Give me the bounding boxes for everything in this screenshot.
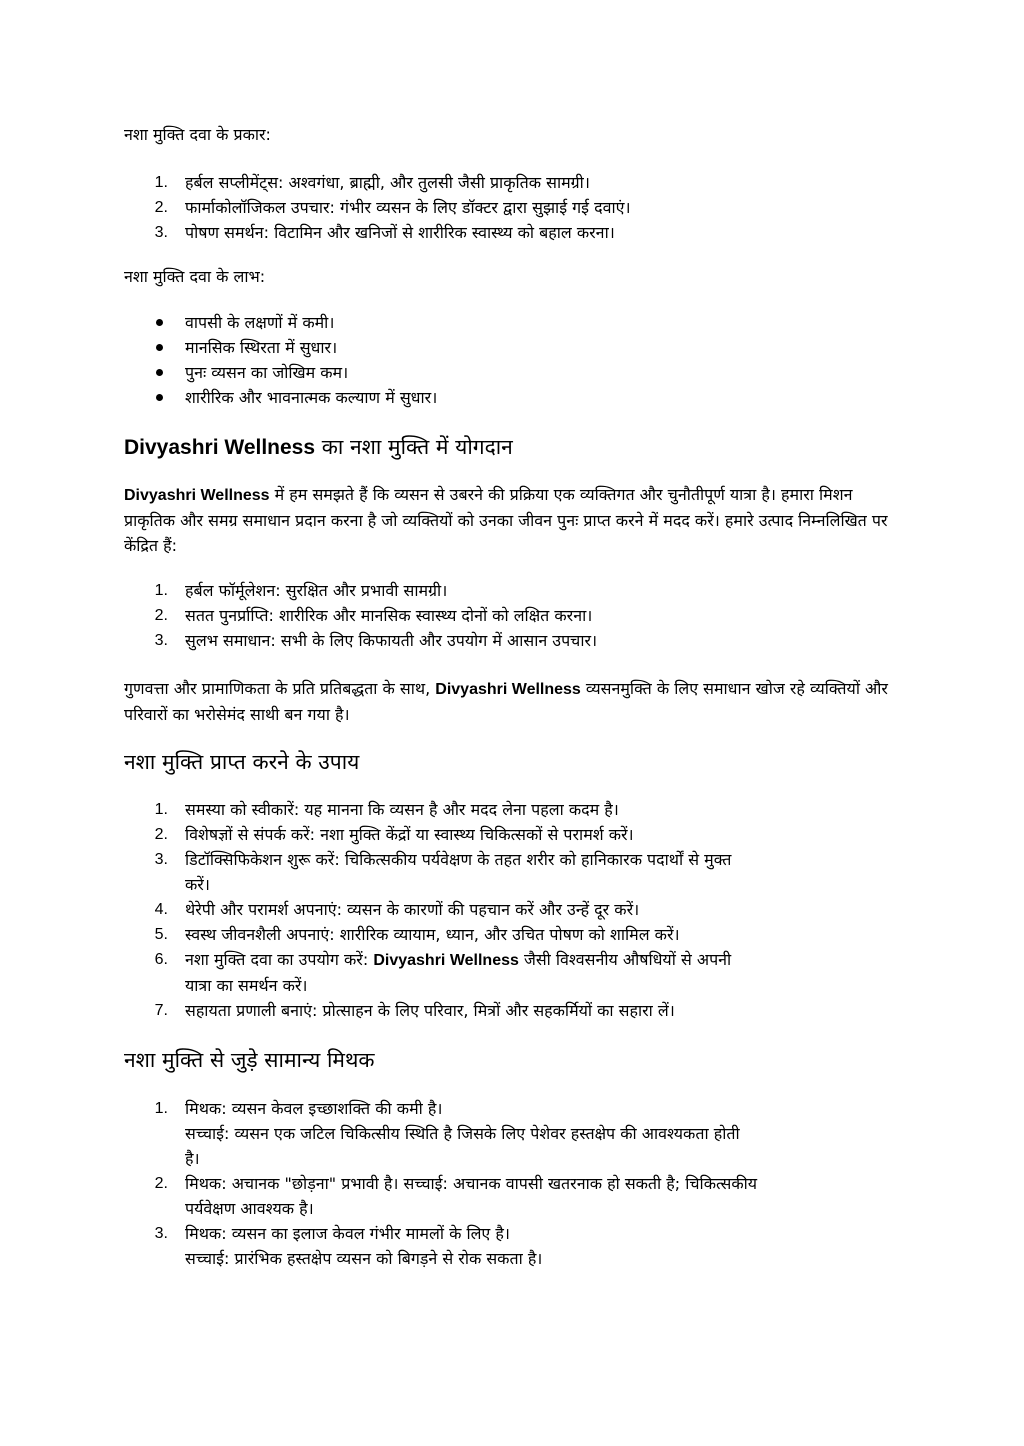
item-text: मानसिक स्थिरता में सुधार। <box>185 338 338 357</box>
list-item <box>124 603 904 628</box>
list-item <box>124 1096 904 1171</box>
item-text-continued: करें। <box>185 875 210 894</box>
item-label: फार्माकोलॉजिकल उपचार: <box>185 198 335 217</box>
list-number: 1. <box>154 582 168 599</box>
brand-name: Divyashri Wellness <box>124 487 270 504</box>
item-text: पुनः व्यसन का जोखिम कम। <box>185 363 349 382</box>
item-text: शारीरिक व्यायाम, ध्यान, और उचित पोषण को शामिल करें। <box>334 925 680 944</box>
list-number: 1. <box>154 174 168 191</box>
list-item <box>124 847 904 897</box>
item-label: थेरेपी और परामर्श अपनाएं: <box>185 900 342 919</box>
list-item <box>124 310 904 335</box>
item-text: शारीरिक और भावनात्मक कल्याण में सुधार। <box>185 388 438 407</box>
list-item <box>124 1221 904 1271</box>
item-label: नशा मुक्ति दवा का उपयोग करें: <box>185 950 369 969</box>
contribution-list <box>124 578 904 653</box>
bullet-icon <box>156 319 163 326</box>
fact-text-continued: पर्यवेक्षण आवश्यक है। <box>185 1199 314 1218</box>
fact-text: सच्चाई: प्रारंभिक हस्तक्षेप व्यसन को बिगड़ने से रोक सकता है। <box>185 1249 543 1268</box>
list-item <box>124 195 904 220</box>
list-item <box>124 360 904 385</box>
types-list <box>124 170 904 245</box>
myth-text: मिथक: व्यसन का इलाज केवल गंभीर मामलों के लिए है। <box>185 1224 510 1243</box>
bullet-icon <box>156 394 163 401</box>
heading-text: का नशा मुक्ति में योगदान <box>315 435 513 459</box>
types-heading: नशा मुक्ति दवा के प्रकार: <box>124 125 271 144</box>
benefits-list <box>124 310 904 410</box>
item-label: हर्बल सप्लीमेंट्स: <box>185 173 284 192</box>
fact-text: सच्चाई: व्यसन एक जटिल चिकित्सीय स्थिति है जिसके लिए पेशेवर हस्तक्षेप की आवश्यकता होती <box>185 1124 740 1143</box>
item-text: जैसी विश्वसनीय औषधियों से अपनी <box>518 950 732 969</box>
list-item <box>124 998 904 1023</box>
item-text: विटामिन और खनिजों से शारीरिक स्वास्थ्य को बहाल करना। <box>269 223 615 242</box>
contribution-heading <box>124 432 904 463</box>
myths-heading: नशा मुक्ति से जुड़े सामान्य मिथक <box>124 1048 375 1072</box>
steps-heading: नशा मुक्ति प्राप्त करने के उपाय <box>124 750 360 774</box>
item-text: वापसी के लक्षणों में कमी। <box>185 313 335 332</box>
item-label: सहायता प्रणाली बनाएं: <box>185 1001 318 1020</box>
list-item <box>124 170 904 195</box>
item-text: गंभीर व्यसन के लिए डॉक्टर द्वारा सुझाई गई दवाएं। <box>334 198 631 217</box>
bullet-icon <box>156 369 163 376</box>
list-number: 6. <box>154 951 168 968</box>
list-item <box>124 897 904 922</box>
list-item <box>124 822 904 847</box>
item-text: अश्वगंधा, ब्राह्मी, और तुलसी जैसी प्राकृतिक सामग्री। <box>283 173 590 192</box>
bullet-icon <box>156 344 163 351</box>
item-text: प्रोत्साहन के लिए परिवार, मित्रों और सहकर्मियों का सहारा लें। <box>317 1001 675 1020</box>
list-item <box>124 1171 904 1221</box>
paragraph-text: गुणवत्ता और प्रामाणिकता के प्रति प्रतिबद्धता के साथ, <box>124 679 436 698</box>
list-number: 3. <box>154 1225 168 1242</box>
list-number: 3. <box>154 224 168 241</box>
list-item <box>124 578 904 603</box>
brand-name: Divyashri Wellness <box>373 952 519 969</box>
fact-text-continued: है। <box>185 1149 200 1168</box>
list-number: 3. <box>154 851 168 868</box>
list-number: 2. <box>154 199 168 216</box>
myths-list <box>124 1096 904 1271</box>
paragraph-text: में हम समझते हैं कि व्यसन से उबरने की प्रक्रिया एक व्यक्तिगत और चुनौतीपूर्ण यात्रा है। हमारा मिशन प्राकृतिक और समग्र समाधान प्रदान करना है जो व्यक्तियों को उनका जीवन पुनः प्राप्त करने में मदद करें। हमारे उत्पाद निम्नलिखित पर केंद्रित हैं: <box>124 485 888 555</box>
item-text: नशा मुक्ति केंद्रों या स्वास्थ्य चिकित्सकों से परामर्श करें। <box>315 825 634 844</box>
item-label: पोषण समर्थन: <box>185 223 270 242</box>
list-item <box>124 922 904 947</box>
item-label: स्वस्थ जीवनशैली अपनाएं: <box>185 925 335 944</box>
brand-name: Divyashri Wellness <box>124 436 316 459</box>
list-number: 2. <box>154 607 168 624</box>
item-label: समस्या को स्वीकारें: <box>185 800 300 819</box>
item-text: हर्बल फॉर्मूलेशन: सुरक्षित और प्रभावी सामग्री। <box>185 581 448 600</box>
list-number: 7. <box>154 1002 168 1019</box>
benefits-heading: नशा मुक्ति दवा के लाभ: <box>124 267 266 286</box>
contribution-intro <box>124 482 904 558</box>
item-label: विशेषज्ञों से संपर्क करें: <box>185 825 316 844</box>
myth-text: मिथक: अचानक "छोड़ना" प्रभावी है। सच्चाई: अचानक वापसी खतरनाक हो सकती है; चिकित्सकीय <box>185 1174 758 1193</box>
item-text-continued: यात्रा का समर्थन करें। <box>185 976 308 995</box>
contribution-closing <box>124 676 904 727</box>
list-item <box>124 220 904 245</box>
list-number: 3. <box>154 632 168 649</box>
list-item <box>124 947 904 998</box>
item-text: व्यसन के कारणों की पहचान करें और उन्हें दूर करें। <box>341 900 640 919</box>
list-number: 1. <box>154 1100 168 1117</box>
list-item <box>124 335 904 360</box>
paragraph-text: व्यसनमुक्ति के लिए समाधान खोज रहे व्यक्तियों और परिवारों का भरोसेमंद साथी बन गया है। <box>124 679 888 724</box>
list-number: 2. <box>154 826 168 843</box>
list-number: 2. <box>154 1175 168 1192</box>
brand-name: Divyashri Wellness <box>435 681 581 698</box>
myth-text: मिथक: व्यसन केवल इच्छाशक्ति की कमी है। <box>185 1099 443 1118</box>
list-item <box>124 385 904 410</box>
list-item <box>124 797 904 822</box>
item-text: चिकित्सकीय पर्यवेक्षण के तहत शरीर को हानिकारक पदार्थों से मुक्त <box>339 850 732 869</box>
list-number: 4. <box>154 901 168 918</box>
item-text: सतत पुनर्प्राप्ति: शारीरिक और मानसिक स्वास्थ्य दोनों को लक्षित करना। <box>185 606 593 625</box>
steps-list <box>124 797 904 1023</box>
item-label: डिटॉक्सिफिकेशन शुरू करें: <box>185 850 340 869</box>
list-number: 5. <box>154 926 168 943</box>
item-text: यह मानना कि व्यसन है और मदद लेना पहला कदम है। <box>299 800 619 819</box>
item-text: सुलभ समाधान: सभी के लिए किफायती और उपयोग में आसान उपचार। <box>185 631 598 650</box>
list-number: 1. <box>154 801 168 818</box>
list-item <box>124 628 904 653</box>
